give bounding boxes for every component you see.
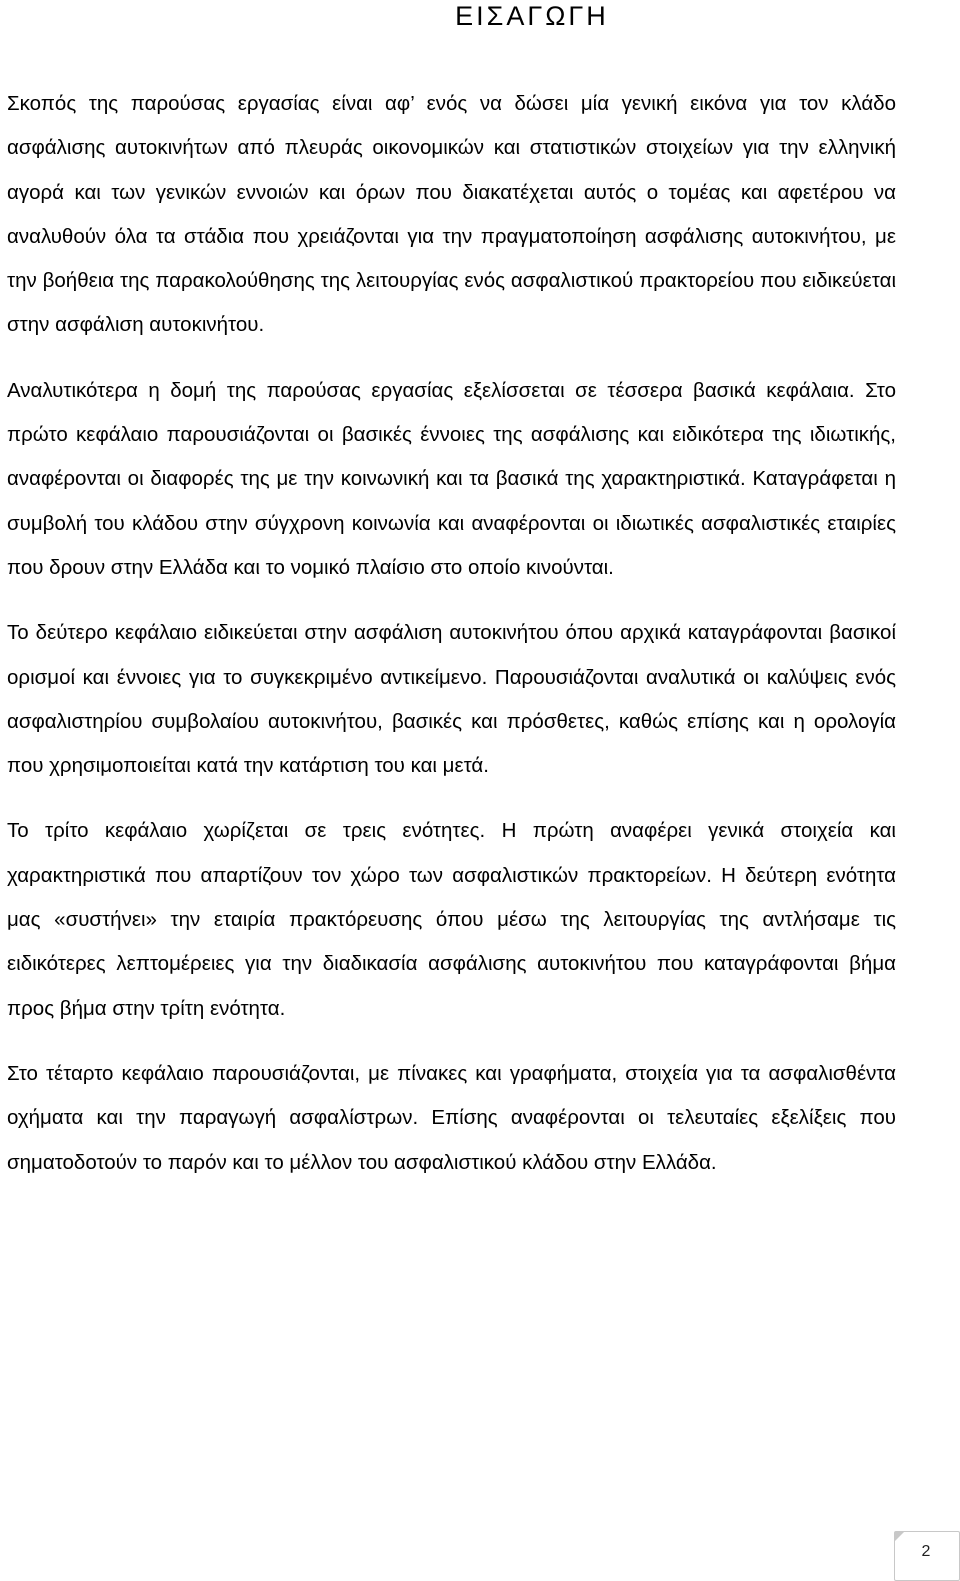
paragraph-2: Αναλυτικότερα η δομή της παρούσας εργασίας εξελίσσεται σε τέσσερα βασικά κεφάλαια. Στο πρώτο κεφάλαιο παρουσιάζονται οι βασικές έννοιες της ασφάλισης και ειδικότερα της ιδιωτικής, αναφέρονται οι διαφορές της με την κοινωνική και τα βασικά της χαρακτηριστικά. Καταγράφεται η συμβολή του κλάδου στην σύγχρονη κοινωνία και αναφέρονται οι ιδιωτικές ασφαλιστικές εταιρίες που δρουν στην Ελλάδα και το νομικό πλαίσιο στο οποίο κινούνται. [7,378,896,579]
paragraph-5: Στο τέταρτο κεφάλαιο παρουσιάζονται, με πίνακες και γραφήματα, στοιχεία για τα ασφαλισθέντα οχήματα και την παραγωγή ασφαλίστρων. Επίσης αναφέρονται οι τελευταίες εξελίξεις που σηματοδοτούν το παρόν και το μέλλον του ασφαλιστικού κλάδου στην Ελλάδα. [7,1061,896,1174]
page-corner-fold-icon [895,1532,904,1541]
page-number-box [894,1531,960,1581]
paragraph-1: Σκοπός της παρούσας εργασίας είναι αφ’ ενός να δώσει μία γενική εικόνα για τον κλάδο ασφάλισης αυτοκινήτων από πλευράς οικονομικών και στατιστικών στοιχείων για την ελληνική αγορά και των γενικών εννοιών και όρων που διακατέχεται αυτός ο τομέας και αφετέρου να αναλυθούν όλα τα στάδια που χρειάζονται για την πραγματοποίηση ασφάλισης αυτοκινήτου, με την βοήθεια της παρακολούθησης της λειτουργίας ενός ασφαλιστικού πρακτορείου που ειδικεύεται στην ασφάλιση αυτοκινήτου. [7,92,896,337]
paragraph-3: Το δεύτερο κεφάλαιο ειδικεύεται στην ασφάλιση αυτοκινήτου όπου αρχικά καταγράφονται βασικοί ορισμοί και έννοιες για το συγκεκριμένο αντικείμενο. Παρουσιάζονται αναλυτικά οι καλύψεις ενός ασφαλιστηρίου συμβολαίου αυτοκινήτου, βασικές και πρόσθετες, καθώς επίσης και η ορολογία που χρησιμοποιείται κατά την κατάρτιση του και μετά. [7,621,896,778]
body-text [7,82,896,1206]
page-number: 2 [921,1543,931,1560]
paragraph-4: Το τρίτο κεφάλαιο χωρίζεται σε τρεις ενότητες. Η πρώτη αναφέρει γενικά στοιχεία και χαρακτηριστικά που απαρτίζουν τον χώρο των ασφαλιστικών πρακτορείων. Η δεύτερη ενότητα μας «συστήνει» την εταιρία πρακτόρευσης όπου μέσω της λειτουργίας της αντλήσαμε τις ειδικότερες λεπτομέρειες για την διαδικασία ασφάλισης αυτοκινήτου που καταγράφονται βήμα προς βήμα στην τρίτη ενότητα. [7,819,896,1020]
page-title: ΕΙΣΑΓΩΓΗ [455,1,609,31]
